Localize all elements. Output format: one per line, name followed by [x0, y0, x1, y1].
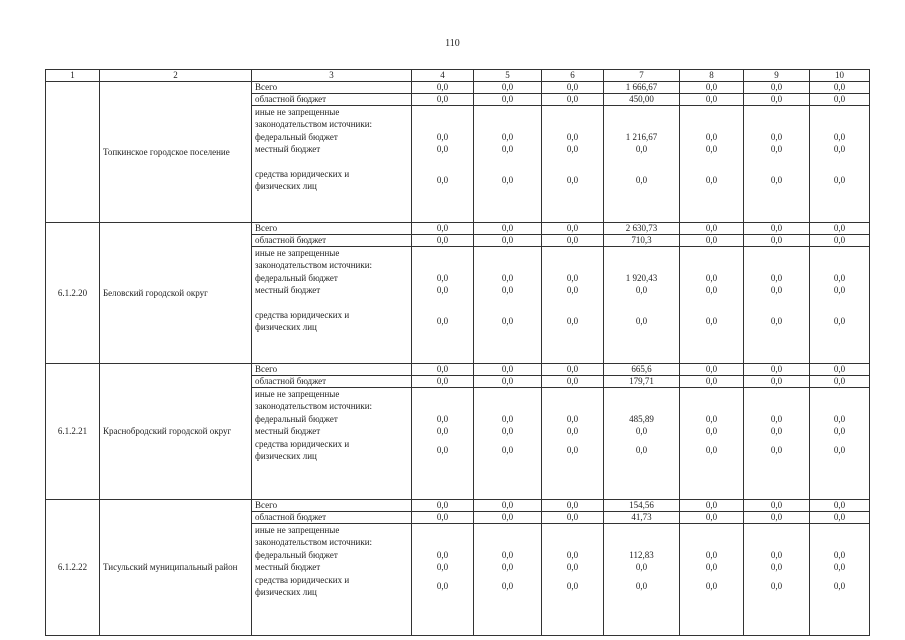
legal-value: 0,0	[705, 174, 718, 185]
legal-value: 0,0	[501, 580, 514, 591]
value-cell-group	[744, 524, 810, 636]
value-cell: 0,0	[474, 235, 542, 247]
value-cell-group	[744, 388, 810, 500]
local-value: 0,0	[833, 562, 846, 573]
item-code: 6.1.2.22	[46, 500, 100, 636]
value-cell: 0,0	[680, 82, 744, 94]
value-cell: 0,0	[680, 376, 744, 388]
value-cell: 0,0	[744, 235, 810, 247]
label-legal-2: физических лиц	[255, 587, 317, 598]
label-legal-2: физических лиц	[255, 181, 317, 192]
value-cell: 0,0	[744, 512, 810, 524]
label-legal-1: средства юридических и	[255, 574, 350, 585]
label-other-1: иные не запрещенные	[255, 525, 340, 535]
value-cell-group	[542, 247, 604, 364]
legal-value: 0,0	[436, 444, 449, 455]
legal-value: 0,0	[501, 174, 514, 185]
local-value: 0,0	[705, 562, 718, 573]
table-row-total	[46, 364, 870, 376]
label-local: местный бюджет	[255, 144, 321, 155]
value-cell: 0,0	[542, 376, 604, 388]
local-value: 0,0	[501, 426, 514, 437]
label-local: местный бюджет	[255, 285, 321, 296]
local-value: 0,0	[635, 285, 648, 296]
page-number: 110	[445, 38, 460, 49]
value-cell: 0,0	[744, 500, 810, 512]
federal-value: 0,0	[566, 272, 579, 283]
value-cell: 0,0	[680, 235, 744, 247]
federal-value: 0,0	[566, 549, 579, 560]
value-cell: 0,0	[542, 82, 604, 94]
value-cell-group	[744, 106, 810, 223]
federal-value: 0,0	[436, 413, 449, 424]
local-value: 0,0	[705, 285, 718, 296]
legal-value: 0,0	[635, 444, 648, 455]
value-cell: 0,0	[744, 223, 810, 235]
municipality-name: Беловский городской округ	[100, 223, 252, 364]
label-other-1: иные не запрещенные	[255, 248, 340, 258]
local-value: 0,0	[705, 426, 718, 437]
legal-value: 0,0	[566, 174, 579, 185]
local-value: 0,0	[501, 285, 514, 296]
label-federal: федеральный бюджет	[255, 413, 338, 424]
header-cell: 2	[100, 70, 252, 82]
legal-value: 0,0	[501, 315, 514, 326]
local-value: 0,0	[566, 426, 579, 437]
label-federal: федеральный бюджет	[255, 549, 338, 560]
value-cell: 0,0	[744, 364, 810, 376]
value-cell: 0,0	[744, 94, 810, 106]
value-cell: 0,0	[810, 94, 870, 106]
value-cell: 0,0	[810, 512, 870, 524]
value-cell-group	[604, 106, 680, 223]
label-legal-1: средства юридических и	[255, 169, 350, 180]
value-cell: 0,0	[412, 94, 474, 106]
label-other-2: законодательством источники:	[255, 401, 373, 412]
federal-value: 0,0	[501, 413, 514, 424]
federal-value: 0,0	[833, 549, 846, 560]
legal-value: 0,0	[566, 444, 579, 455]
label-other-1: иные не запрещенные	[255, 389, 340, 399]
header-cell: 8	[680, 70, 744, 82]
table-row-total	[46, 82, 870, 94]
local-value: 0,0	[436, 285, 449, 296]
value-cell: 0,0	[412, 376, 474, 388]
value-cell-group	[680, 106, 744, 223]
value-cell-group	[604, 524, 680, 636]
value-cell-group	[412, 106, 474, 223]
header-row	[46, 70, 870, 82]
value-cell: 0,0	[744, 376, 810, 388]
value-cell: 0,0	[810, 223, 870, 235]
federal-value: 0,0	[566, 413, 579, 424]
legal-value: 0,0	[833, 444, 846, 455]
source-label-total: Всего	[252, 82, 412, 94]
value-cell-group	[680, 388, 744, 500]
value-cell: 0,0	[474, 94, 542, 106]
source-label-regional: областной бюджет	[252, 512, 412, 524]
value-cell-group	[542, 388, 604, 500]
value-cell: 0,0	[542, 512, 604, 524]
value-cell-group	[474, 524, 542, 636]
federal-value: 0,0	[436, 549, 449, 560]
value-cell-group	[412, 247, 474, 364]
federal-value: 1 216,67	[625, 131, 658, 142]
federal-value: 0,0	[770, 272, 783, 283]
label-federal: федеральный бюджет	[255, 131, 338, 142]
value-cell: 0,0	[542, 223, 604, 235]
federal-value: 0,0	[770, 131, 783, 142]
legal-value: 0,0	[833, 315, 846, 326]
local-value: 0,0	[436, 144, 449, 155]
source-label-other	[252, 106, 412, 223]
value-cell: 710,3	[604, 235, 680, 247]
local-value: 0,0	[705, 144, 718, 155]
label-other-2: законодательством источники:	[255, 260, 373, 271]
local-value: 0,0	[833, 144, 846, 155]
value-cell: 450,00	[604, 94, 680, 106]
value-cell: 0,0	[474, 364, 542, 376]
header-cell: 4	[412, 70, 474, 82]
source-label-regional: областной бюджет	[252, 235, 412, 247]
value-cell: 0,0	[412, 500, 474, 512]
value-cell: 0,0	[810, 235, 870, 247]
header-cell: 7	[604, 70, 680, 82]
federal-value: 0,0	[501, 131, 514, 142]
federal-value: 0,0	[436, 131, 449, 142]
value-cell: 0,0	[542, 235, 604, 247]
table-row-total	[46, 500, 870, 512]
source-label-other	[252, 388, 412, 500]
local-value: 0,0	[635, 562, 648, 573]
local-value: 0,0	[501, 562, 514, 573]
value-cell: 1 666,67	[604, 82, 680, 94]
federal-value: 0,0	[705, 549, 718, 560]
budget-table	[45, 69, 870, 636]
federal-value: 0,0	[436, 272, 449, 283]
value-cell: 0,0	[542, 94, 604, 106]
federal-value: 0,0	[501, 272, 514, 283]
value-cell-group	[810, 106, 870, 223]
federal-value: 1 920,43	[625, 272, 658, 283]
source-label-other	[252, 524, 412, 636]
legal-value: 0,0	[436, 580, 449, 591]
federal-value: 112,83	[629, 549, 654, 560]
legal-value: 0,0	[770, 444, 783, 455]
value-cell: 0,0	[412, 235, 474, 247]
local-value: 0,0	[436, 426, 449, 437]
value-cell-group	[744, 247, 810, 364]
value-cell: 0,0	[474, 500, 542, 512]
header-cell: 6	[542, 70, 604, 82]
federal-value: 0,0	[770, 413, 783, 424]
local-value: 0,0	[635, 426, 648, 437]
value-cell: 0,0	[542, 364, 604, 376]
legal-value: 0,0	[635, 315, 648, 326]
legal-value: 0,0	[566, 580, 579, 591]
local-value: 0,0	[770, 285, 783, 296]
local-value: 0,0	[635, 144, 648, 155]
federal-value: 0,0	[833, 272, 846, 283]
value-cell-group	[810, 524, 870, 636]
value-cell: 0,0	[810, 364, 870, 376]
header-cell: 9	[744, 70, 810, 82]
local-value: 0,0	[833, 285, 846, 296]
legal-value: 0,0	[436, 174, 449, 185]
value-cell-group	[542, 524, 604, 636]
source-label-total: Всего	[252, 500, 412, 512]
value-cell: 0,0	[412, 364, 474, 376]
value-cell: 0,0	[810, 376, 870, 388]
legal-value: 0,0	[566, 315, 579, 326]
label-legal-1: средства юридических и	[255, 310, 350, 321]
value-cell-group	[474, 106, 542, 223]
source-label-other	[252, 247, 412, 364]
value-cell: 0,0	[810, 82, 870, 94]
value-cell: 0,0	[744, 82, 810, 94]
value-cell: 0,0	[474, 82, 542, 94]
value-cell: 41,73	[604, 512, 680, 524]
municipality-name: Тисульский муниципальный район	[100, 500, 252, 636]
label-legal-2: физических лиц	[255, 322, 317, 333]
value-cell: 2 630,73	[604, 223, 680, 235]
value-cell: 0,0	[680, 223, 744, 235]
table-row-total	[46, 223, 870, 235]
value-cell-group	[680, 247, 744, 364]
local-value: 0,0	[566, 285, 579, 296]
label-local: местный бюджет	[255, 562, 321, 573]
legal-value: 0,0	[833, 174, 846, 185]
legal-value: 0,0	[705, 315, 718, 326]
source-label-total: Всего	[252, 223, 412, 235]
header-cell: 1	[46, 70, 100, 82]
municipality-name: Краснобродский городской округ	[100, 364, 252, 500]
value-cell: 0,0	[412, 223, 474, 235]
local-value: 0,0	[501, 144, 514, 155]
legal-value: 0,0	[770, 580, 783, 591]
value-cell-group	[412, 524, 474, 636]
value-cell: 0,0	[680, 512, 744, 524]
local-value: 0,0	[770, 562, 783, 573]
federal-value: 0,0	[833, 131, 846, 142]
value-cell: 0,0	[542, 500, 604, 512]
value-cell: 0,0	[680, 364, 744, 376]
source-label-regional: областной бюджет	[252, 94, 412, 106]
value-cell-group	[474, 247, 542, 364]
header-cell: 3	[252, 70, 412, 82]
federal-value: 0,0	[705, 272, 718, 283]
local-value: 0,0	[770, 426, 783, 437]
item-code	[46, 82, 100, 223]
value-cell-group	[412, 388, 474, 500]
value-cell: 0,0	[474, 512, 542, 524]
header-cell: 10	[810, 70, 870, 82]
local-value: 0,0	[566, 562, 579, 573]
legal-value: 0,0	[705, 444, 718, 455]
label-other-1: иные не запрещенные	[255, 107, 340, 117]
value-cell-group	[604, 388, 680, 500]
legal-value: 0,0	[436, 315, 449, 326]
value-cell: 0,0	[412, 512, 474, 524]
label-local: местный бюджет	[255, 426, 321, 437]
value-cell-group	[542, 106, 604, 223]
value-cell: 154,56	[604, 500, 680, 512]
federal-value: 0,0	[770, 549, 783, 560]
legal-value: 0,0	[770, 174, 783, 185]
value-cell-group	[604, 247, 680, 364]
legal-value: 0,0	[635, 174, 648, 185]
federal-value: 485,89	[629, 413, 654, 424]
local-value: 0,0	[833, 426, 846, 437]
federal-value: 0,0	[705, 131, 718, 142]
label-other-2: законодательством источники:	[255, 119, 373, 130]
value-cell-group	[810, 247, 870, 364]
source-label-total: Всего	[252, 364, 412, 376]
local-value: 0,0	[770, 144, 783, 155]
legal-value: 0,0	[705, 580, 718, 591]
value-cell: 0,0	[680, 500, 744, 512]
federal-value: 0,0	[566, 131, 579, 142]
value-cell: 0,0	[810, 500, 870, 512]
value-cell-group	[680, 524, 744, 636]
value-cell-group	[810, 388, 870, 500]
item-code: 6.1.2.20	[46, 223, 100, 364]
municipality-name: Топкинское городское поселение	[100, 82, 252, 223]
federal-value: 0,0	[501, 549, 514, 560]
value-cell-group	[474, 388, 542, 500]
header-cell: 5	[474, 70, 542, 82]
local-value: 0,0	[566, 144, 579, 155]
value-cell: 0,0	[412, 82, 474, 94]
value-cell: 0,0	[680, 94, 744, 106]
label-legal-1: средства юридических и	[255, 438, 350, 449]
value-cell: 0,0	[474, 223, 542, 235]
value-cell: 665,6	[604, 364, 680, 376]
source-label-regional: областной бюджет	[252, 376, 412, 388]
federal-value: 0,0	[833, 413, 846, 424]
local-value: 0,0	[436, 562, 449, 573]
legal-value: 0,0	[635, 580, 648, 591]
value-cell: 179,71	[604, 376, 680, 388]
value-cell: 0,0	[474, 376, 542, 388]
federal-value: 0,0	[705, 413, 718, 424]
legal-value: 0,0	[770, 315, 783, 326]
item-code: 6.1.2.21	[46, 364, 100, 500]
label-legal-2: физических лиц	[255, 451, 317, 462]
label-federal: федеральный бюджет	[255, 272, 338, 283]
legal-value: 0,0	[501, 444, 514, 455]
label-other-2: законодательством источники:	[255, 537, 373, 548]
legal-value: 0,0	[833, 580, 846, 591]
